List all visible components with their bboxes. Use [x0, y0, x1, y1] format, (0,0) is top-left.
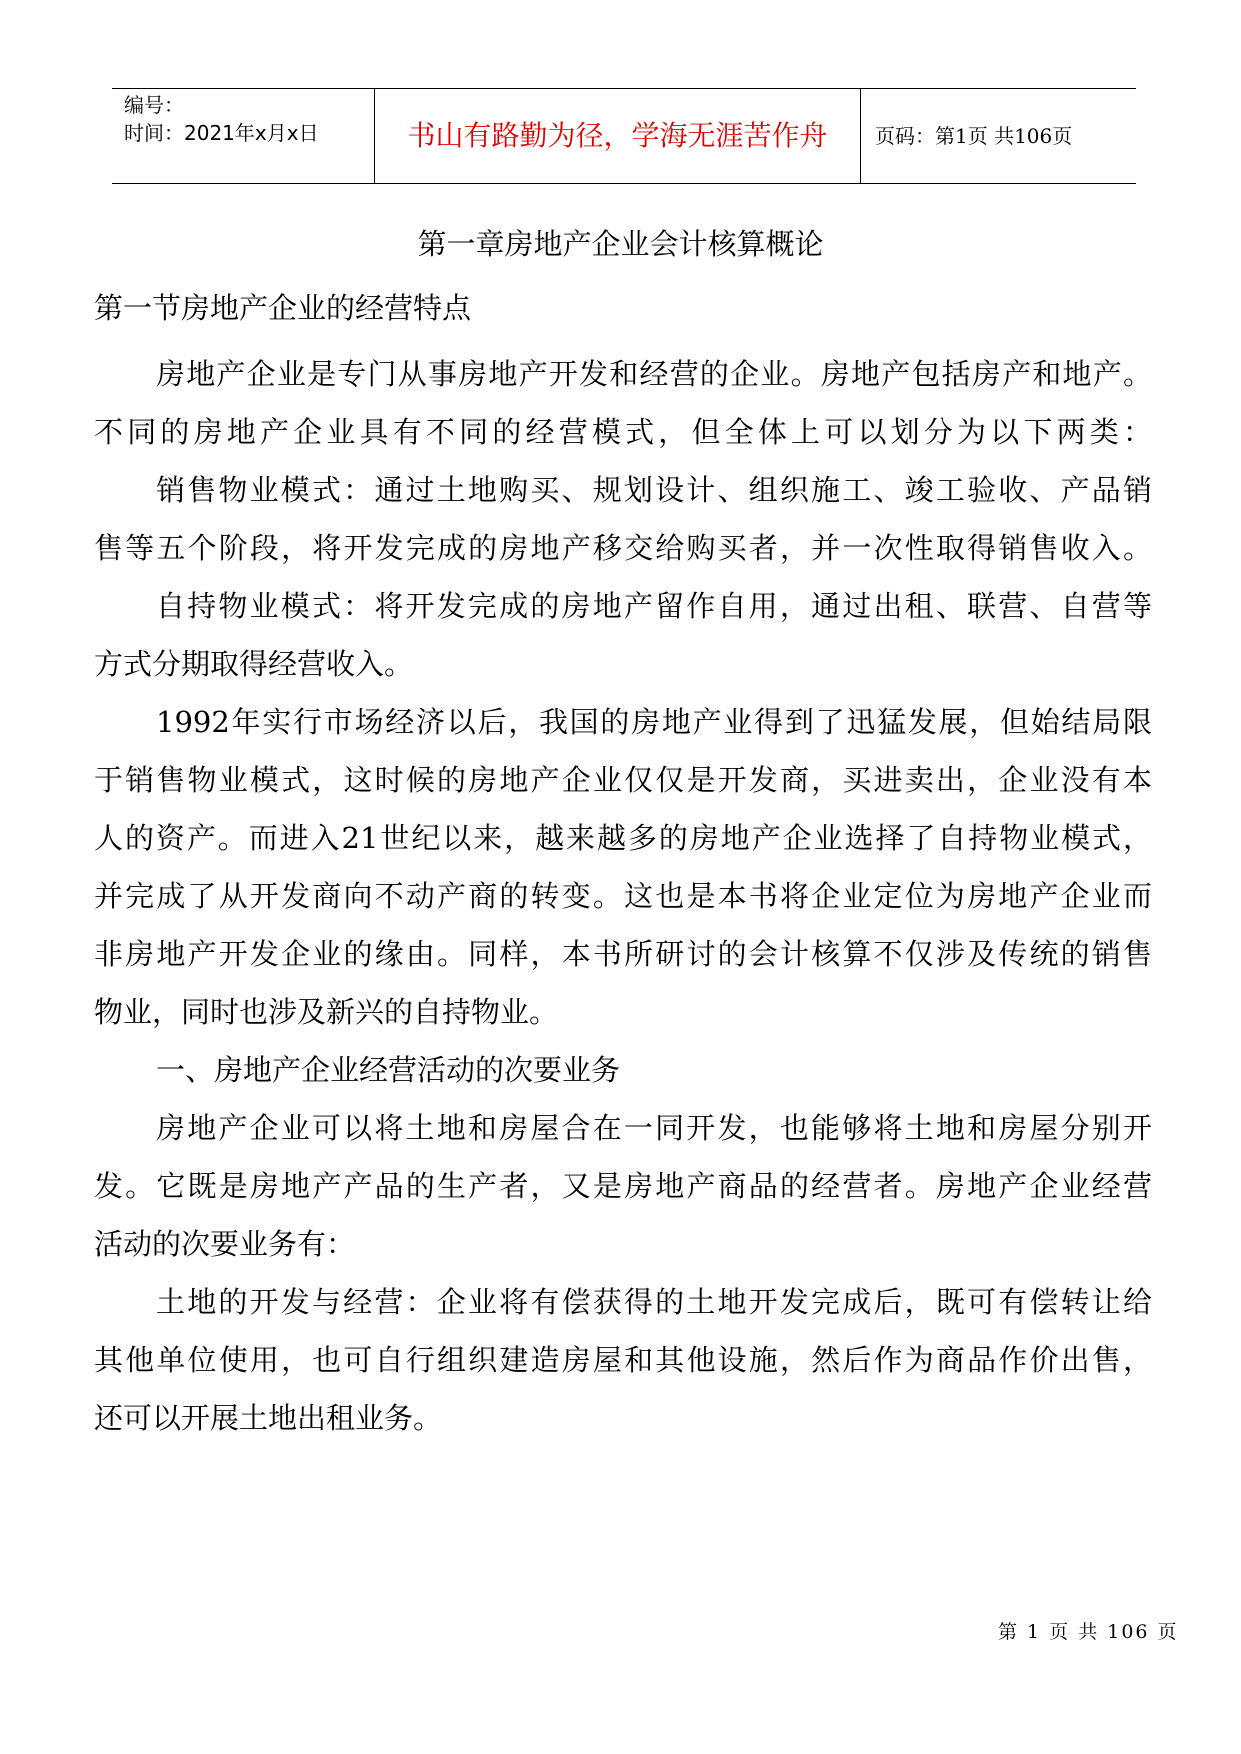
body-line: 活动的次要业务有：: [94, 1227, 356, 1261]
body-line: 不同的房地产企业具有不同的经营模式，但全体上可以划分为以下两类：: [94, 415, 1152, 449]
body-line: 于销售物业模式，这时候的房地产企业仅仅是开发商，买进卖出，企业没有本: [94, 763, 1152, 797]
body-line: 并完成了从开发商向不动产商的转变。这也是本书将企业定位为房地产企业而: [94, 879, 1152, 913]
body-line: 还可以开展土地出租业务。: [94, 1401, 443, 1435]
header-table: [112, 88, 1136, 184]
motto-text: 书山有路勤为径，学海无涯苦作舟: [407, 119, 828, 152]
body-line: 其他单位使用，也可自行组织建造房屋和其他设施，然后作为商品作价出售，: [94, 1343, 1152, 1377]
body-line: 非房地产开发企业的缘由。同样，本书所研讨的会计核算不仅涉及传统的销售: [94, 937, 1152, 971]
document-code-label: 编号：: [124, 93, 184, 117]
chapter-title: 第一章房地产企业会计核算概论: [417, 227, 824, 261]
body-line: 自持物业模式：将开发完成的房地产留作自用，通过出租、联营、自营等: [156, 589, 1152, 623]
header-page-cell: [861, 89, 1136, 183]
body-line: 销售物业模式：通过土地购买、规划设计、组织施工、竣工验收、产品销: [156, 473, 1152, 507]
body-line: 土地的开发与经营：企业将有偿获得的土地开发完成后，既可有偿转让给: [156, 1285, 1152, 1319]
body-line: 方式分期取得经营收入。: [94, 647, 414, 681]
footer-page-number: 第 1 页 共 106 页: [998, 1621, 1179, 1643]
body-line: 房地产企业是专门从事房地产开发和经营的企业。房地产包括房产和地产。: [156, 357, 1152, 391]
header-motto-cell: [374, 89, 861, 183]
body-line: 售等五个阶段，将开发完成的房地产移交给购买者，并一次性取得销售收入。: [94, 531, 1152, 565]
body-line: 1992年实行市场经济以后，我国的房地产业得到了迅猛发展，但始结局限: [156, 705, 1152, 739]
body-line: 物业，同时也涉及新兴的自持物业。: [94, 995, 559, 1029]
section-title: 第一节房地产企业的经营特点: [94, 291, 472, 325]
header-page-number: 页码：第1页 共106页: [875, 124, 1073, 148]
body-line: 发。它既是房地产产品的生产者，又是房地产商品的经营者。房地产企业经营: [94, 1169, 1152, 1203]
document-time-label: 时间：2021年x月x日: [124, 121, 319, 145]
header-meta-cell: [112, 89, 374, 183]
body-line: 人的资产。而进入21世纪以来，越来越多的房地产企业选择了自持物业模式，: [94, 821, 1152, 855]
body-line: 房地产企业可以将土地和房屋合在一同开发，也能够将土地和房屋分别开: [156, 1111, 1152, 1145]
subsection-heading: 一、房地产企业经营活动的次要业务: [156, 1053, 621, 1087]
